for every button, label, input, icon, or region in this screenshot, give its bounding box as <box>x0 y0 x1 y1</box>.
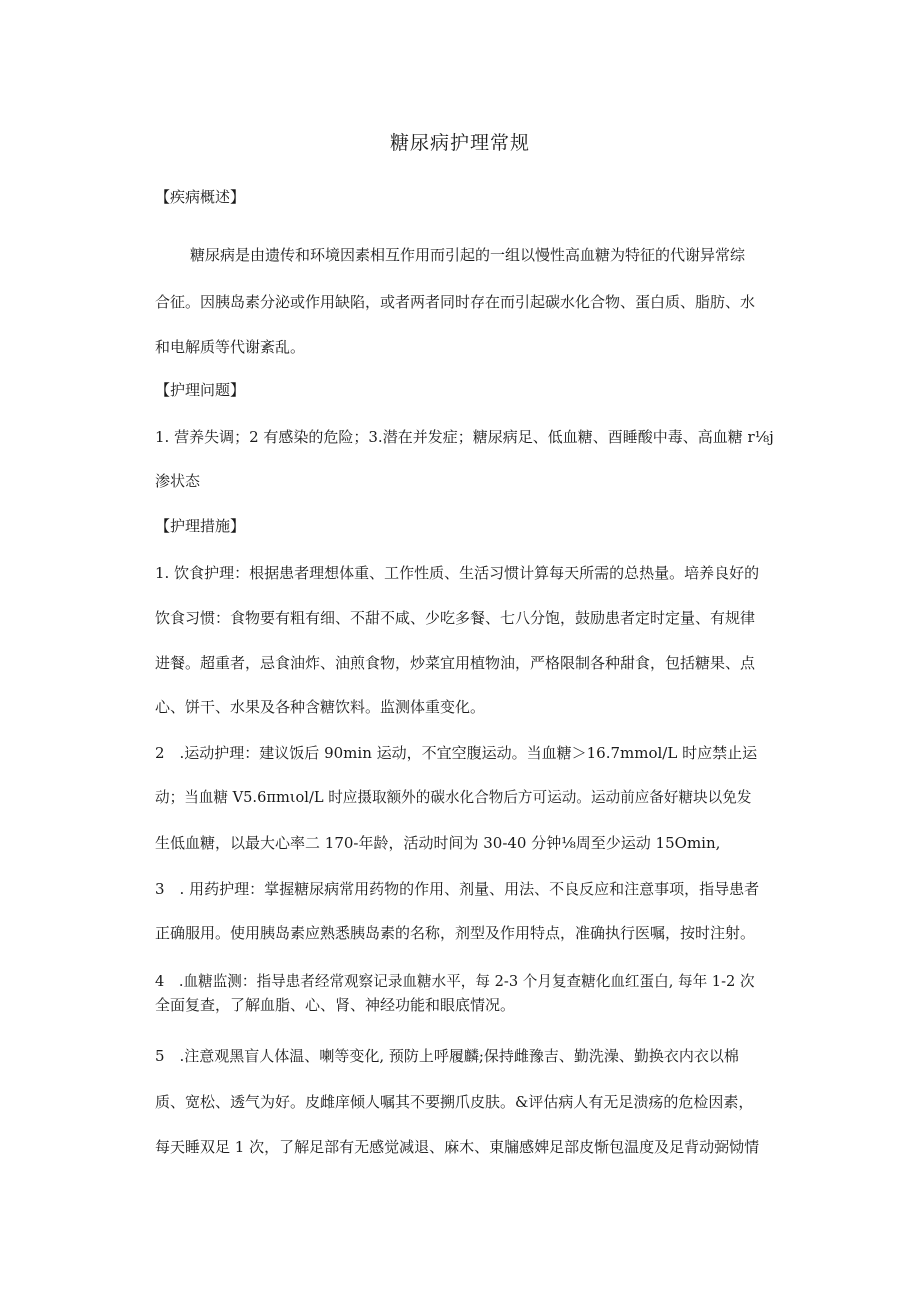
paragraph-line: 每天睡双足 1 次，了解足部有无感觉减退、麻木、東牖感婢足部皮惭包温度及足背动弼恸情 <box>155 1138 760 1156</box>
paragraph-line: 饮食习惯：食物要有粗有细、不甜不咸、少吃多餐、七八分饱，鼓励患者定时定量、有规律 <box>155 609 756 627</box>
paragraph-line: 4 .血糖监测：指导患者经常观察记录血糖水平，每 2-3 个月复查糖化血红蛋白, 每年 1-2 次 <box>155 973 755 990</box>
paragraph-line: 质、宽松、透气为好。皮雌庠倾人嘱其不要搠爪皮肤。&评估病人有无足溃疡的危检因素， <box>155 1093 754 1111</box>
paragraph-line: 动；当血糖 V5.6πmιol∕L 时应摄取额外的碳水化合物后方可运动。运动前应备好糖块以免发 <box>155 789 752 806</box>
paragraph-line: 5 .注意观黑盲人体温、喇等变化, 预防上呼履麟;保持雌豫吉、勤洗澡、勤换衣内衣以棉 <box>155 1047 739 1065</box>
paragraph-line: 正确服用。使用胰岛素应熟悉胰岛素的名称，剂型及作用特点，准确执行医嘱，按时注射。 <box>155 924 756 942</box>
paragraph-line: 进餐。超重者，忌食油炸、油煎食物，炒菜宜用植物油，严格限制各种甜食，包括糖果、点 <box>155 654 756 672</box>
paragraph-line: 合征。因胰岛素分泌或作用缺陷，或者两者同时存在而引起碳水化合物、蛋白质、脂肪、水 <box>155 293 756 311</box>
paragraph-line: 和电解质等代谢紊乱。 <box>155 338 306 356</box>
paragraph-line: 3 . 用药护理：掌握糖尿病常用药物的作用、剂量、用法、不良反应和注意事项，指导患者 <box>155 880 760 898</box>
paragraph-line: 全面复查，了解血脂、心、肾、神经功能和眼底情况。 <box>155 996 516 1014</box>
section-heading-measures: 【护理措施】 <box>155 517 246 535</box>
paragraph-line: 2 .运动护理：建议饭后 90min 运动，不宜空腹运动。当血糖＞16.7mmol∕L 时应禁止运 <box>155 744 758 762</box>
paragraph-line: 心、饼干、水果及各种含糖饮料。监测体重变化。 <box>155 698 486 716</box>
paragraph-line: 1. 饮食护理：根据患者理想体重、工作性质、生活习惯计算每天所需的总热量。培养良好的 <box>155 564 760 582</box>
page-title: 糖尿病护理常规 <box>389 132 530 154</box>
paragraph-line: 生低血糖，以最大心率二 170-年龄，活动时间为 30-40 分钟⅛周至少运动 15Omin, <box>155 834 721 852</box>
paragraph-line: 渗状态 <box>155 472 201 490</box>
paragraph-line: 1. 营养失调；2 有感染的危险；3.潜在并发症；糖尿病足、低血糖、酉睡酸中毒、高血糖 r⅛j <box>155 428 774 446</box>
paragraph-line: 糖尿病是由遗传和环境因素相互作用而引起的一组以慢性高血糖为特征的代谢异常综 <box>190 246 746 264</box>
section-heading-overview: 【疾病概述】 <box>155 188 246 206</box>
section-heading-problems: 【护理问题】 <box>155 381 246 399</box>
